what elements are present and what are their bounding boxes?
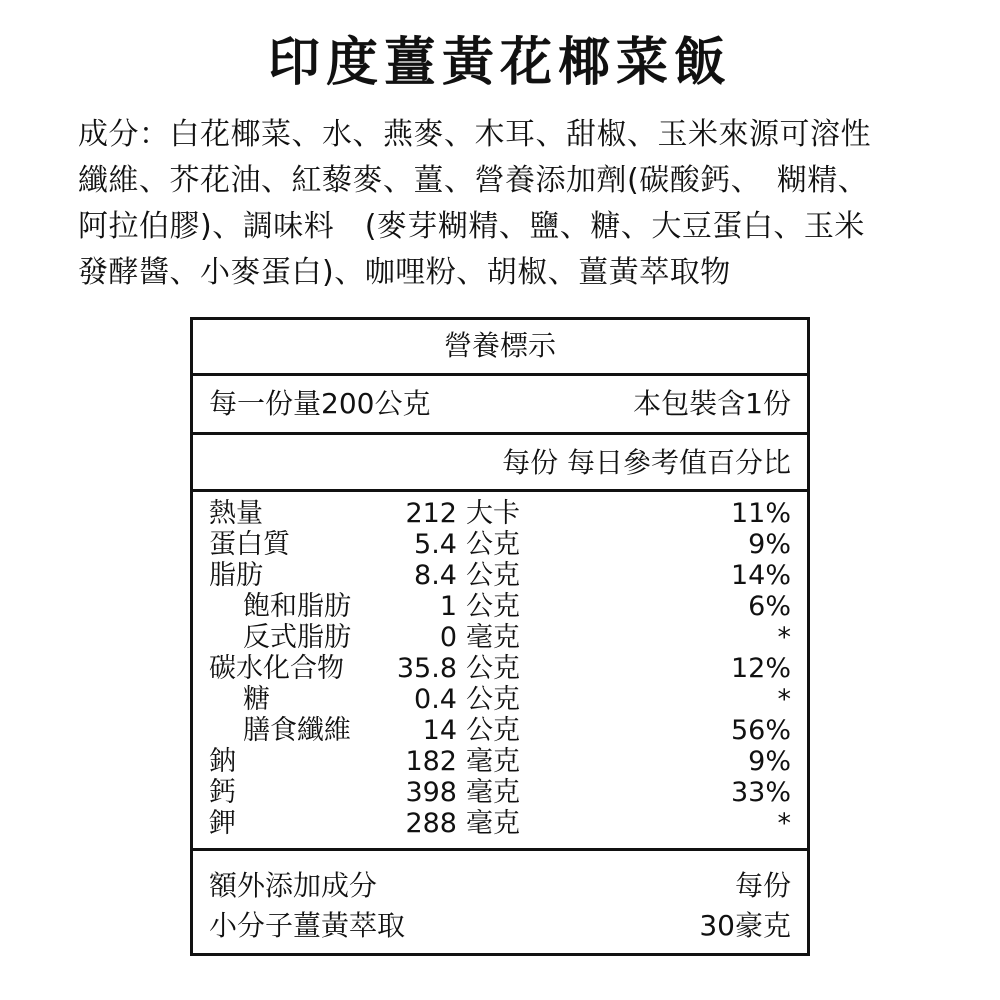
table-row xyxy=(193,684,807,715)
nutrient-name: 脂肪 xyxy=(209,560,263,591)
table-row xyxy=(193,560,807,591)
nutrient-unit: 公克 xyxy=(466,560,520,591)
nutrient-name: 鈉 xyxy=(209,746,236,777)
nutrient-daily-value: * xyxy=(777,684,791,715)
column-header-band xyxy=(193,435,807,492)
ingredients-line: 纖維、芥花油、紅藜麥、薑、營養添加劑(碳酸鈣、 糊精、 xyxy=(78,163,869,198)
extra-header-right: 每份 xyxy=(734,869,791,902)
nutrient-name: 飽和脂肪 xyxy=(243,591,351,622)
nutrient-unit: 毫克 xyxy=(466,746,520,777)
nutrient-daily-value: 33% xyxy=(730,777,791,808)
nutrition-facts-panel xyxy=(190,317,810,956)
extra-header-left: 額外添加成分 xyxy=(209,869,378,902)
nutrient-amount: 0 xyxy=(439,622,457,653)
table-row xyxy=(193,746,807,777)
extra-item-amount: 30豪克 xyxy=(699,909,791,942)
nutrient-amount: 5.4 xyxy=(414,529,457,560)
nutrition-header-band xyxy=(193,320,807,376)
ingredients-line: 成分：白花椰菜、水、燕麥、木耳、甜椒、玉米來源可溶性 xyxy=(78,117,871,152)
product-title: 印度薑黃花椰菜飯 xyxy=(267,33,732,93)
table-row xyxy=(193,529,807,560)
table-row xyxy=(193,622,807,653)
nutrient-name: 蛋白質 xyxy=(209,529,290,560)
nutrient-amount: 14 xyxy=(422,715,457,746)
nutrient-amount: 288 xyxy=(405,808,457,839)
nutrient-daily-value: 9% xyxy=(748,529,791,560)
nutrient-name: 膳食纖維 xyxy=(243,715,351,746)
ingredients-line: 阿拉伯膠)、調味料 (麥芽糊精、鹽、糖、大豆蛋白、玉米 xyxy=(78,209,865,244)
nutrient-daily-value: 56% xyxy=(730,715,791,746)
nutrient-amount: 35.8 xyxy=(396,653,457,684)
nutrient-name: 鈣 xyxy=(209,777,236,808)
nutrient-daily-value: 12% xyxy=(730,653,791,684)
ingredients-text xyxy=(78,112,938,296)
nutrient-amount: 8.4 xyxy=(414,560,457,591)
nutrient-daily-value: 6% xyxy=(748,591,791,622)
nutrient-daily-value: * xyxy=(777,808,791,839)
table-row xyxy=(193,653,807,684)
ingredients-line: 發酵醬、小麥蛋白)、咖哩粉、胡椒、薑黃萃取物 xyxy=(78,255,731,290)
table-row xyxy=(193,808,807,839)
table-row xyxy=(193,498,807,529)
nutrient-daily-value: 14% xyxy=(730,560,791,591)
serving-size: 每一份量200公克 xyxy=(209,387,431,420)
table-row xyxy=(193,591,807,622)
nutrition-header: 營養標示 xyxy=(443,329,556,362)
nutrient-amount: 182 xyxy=(405,746,457,777)
nutrient-unit: 公克 xyxy=(466,591,520,622)
nutrient-unit: 毫克 xyxy=(466,622,520,653)
column-headers: 每份 每日參考值百分比 xyxy=(502,446,791,479)
nutrient-name: 鉀 xyxy=(209,808,236,839)
nutrient-amount: 212 xyxy=(405,498,457,529)
nutrient-daily-value: 9% xyxy=(748,746,791,777)
extra-item-name: 小分子薑黃萃取 xyxy=(209,909,406,942)
nutrient-amount: 1 xyxy=(439,591,457,622)
table-row xyxy=(193,777,807,808)
nutrient-unit: 毫克 xyxy=(466,777,520,808)
nutrient-amount: 0.4 xyxy=(414,684,457,715)
nutrient-name: 反式脂肪 xyxy=(243,622,351,653)
nutrient-amount: 398 xyxy=(405,777,457,808)
extra-ingredients-section xyxy=(193,854,807,953)
serving-band xyxy=(193,376,807,435)
nutrient-unit: 公克 xyxy=(466,715,520,746)
nutrient-unit: 公克 xyxy=(466,653,520,684)
nutrient-name: 碳水化合物 xyxy=(209,653,344,684)
nutrient-unit: 大卡 xyxy=(466,498,520,529)
nutrient-name: 熱量 xyxy=(209,498,263,529)
table-row xyxy=(193,715,807,746)
nutrient-unit: 公克 xyxy=(466,684,520,715)
nutrient-daily-value: 11% xyxy=(730,498,791,529)
nutrient-rows xyxy=(193,498,807,851)
nutrient-unit: 毫克 xyxy=(466,808,520,839)
nutrient-daily-value: * xyxy=(777,622,791,653)
servings-per-package: 本包裝含1份 xyxy=(633,387,791,420)
nutrient-name: 糖 xyxy=(243,684,270,715)
nutrient-unit: 公克 xyxy=(466,529,520,560)
